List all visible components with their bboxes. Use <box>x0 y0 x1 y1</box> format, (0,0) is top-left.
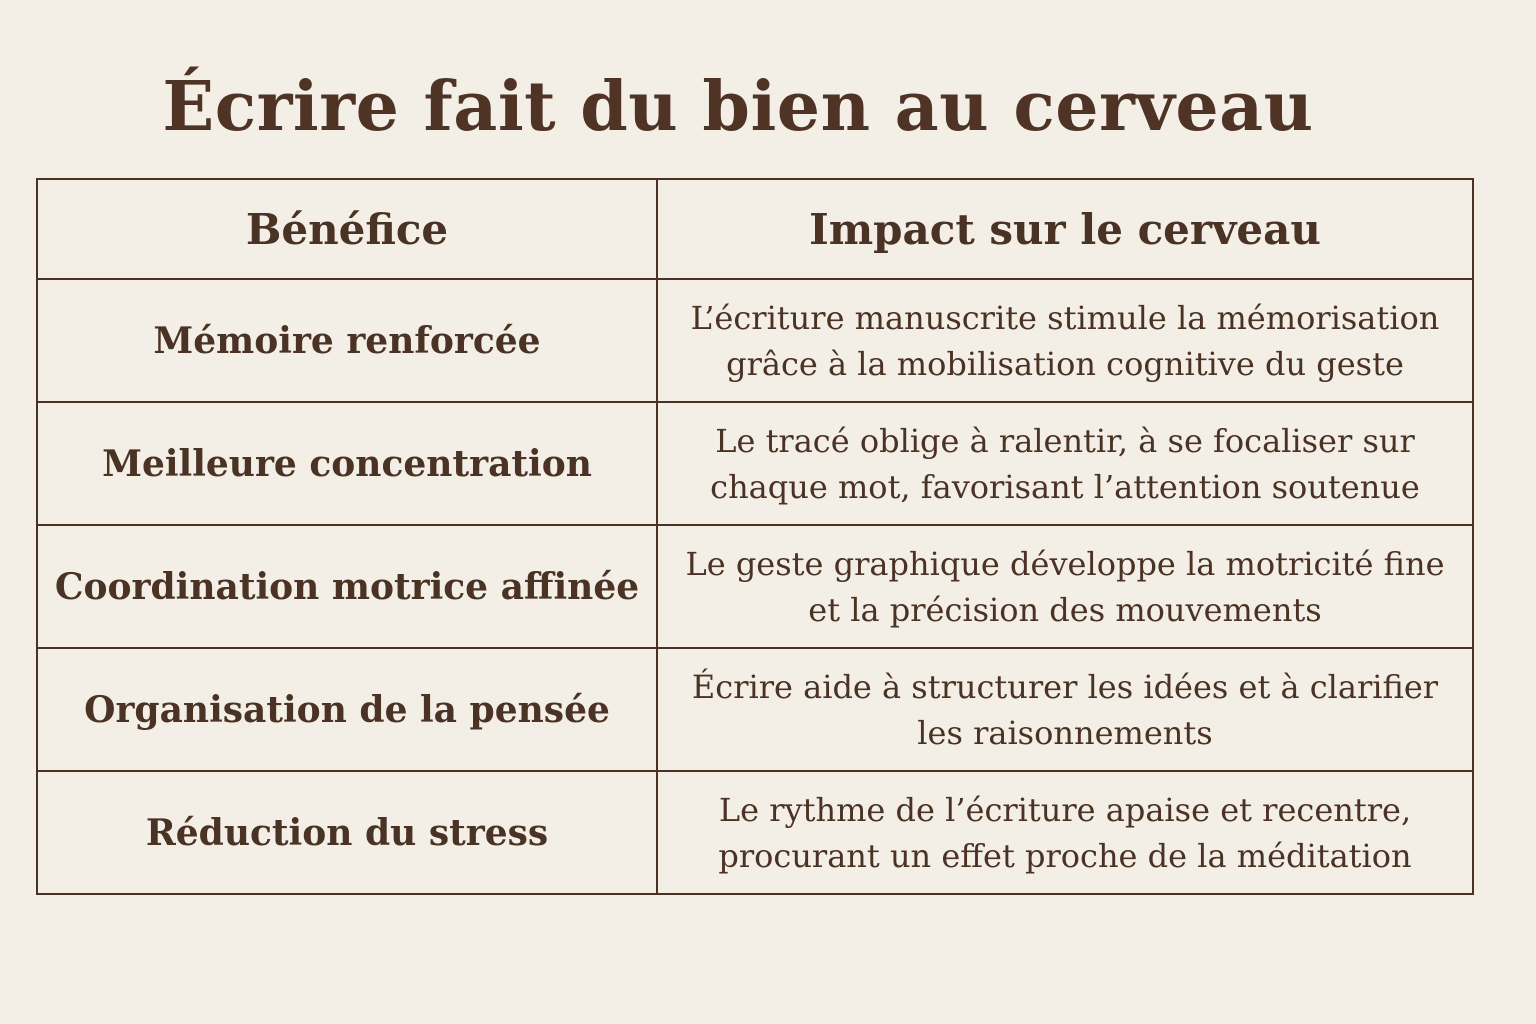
benefit-cell: Réduction du stress <box>37 771 657 894</box>
impact-cell: L’écriture manuscrite stimule la mémorisation grâce à la mobilisation cognitive du geste <box>657 279 1473 402</box>
impact-cell: Le rythme de l’écriture apaise et recentre, procurant un effet proche de la méditation <box>657 771 1473 894</box>
benefit-cell: Organisation de la pensée <box>37 648 657 771</box>
table-row <box>37 771 1473 894</box>
benefit-cell: Mémoire renforcée <box>37 279 657 402</box>
table-row <box>37 279 1473 402</box>
column-header-benefit: Bénéfice <box>37 179 657 279</box>
benefit-cell: Meilleure concentration <box>37 402 657 525</box>
impact-cell: Écrire aide à structurer les idées et à clarifier les raisonnements <box>657 648 1473 771</box>
page-title: Écrire fait du bien au cerveau <box>162 67 1314 147</box>
column-header-impact: Impact sur le cerveau <box>657 179 1473 279</box>
table-row <box>37 648 1473 771</box>
table-header-row <box>37 179 1473 279</box>
benefit-cell: Coordination motrice affinée <box>37 525 657 648</box>
benefits-table <box>36 178 1474 895</box>
impact-cell: Le geste graphique développe la motricité fine et la précision des mouvements <box>657 525 1473 648</box>
table-row <box>37 525 1473 648</box>
table-row <box>37 402 1473 525</box>
impact-cell: Le tracé oblige à ralentir, à se focaliser sur chaque mot, favorisant l’attention soutenue <box>657 402 1473 525</box>
